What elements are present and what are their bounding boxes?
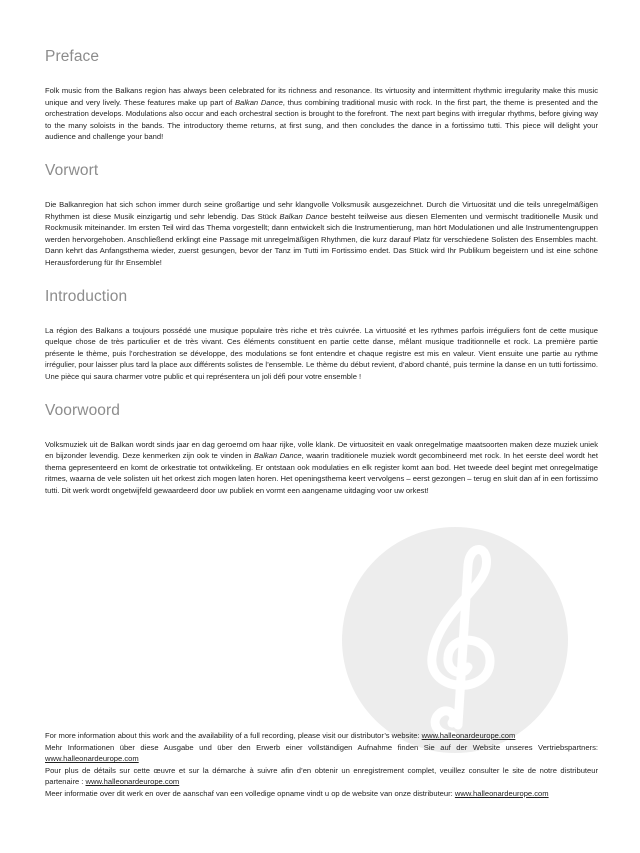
section-voorwoord — [45, 402, 598, 497]
footer-fr: Pour plus de détails sur cette œuvre et sur la démarche à suivre afin d’en obtenir un enregistrement complet, veuillez consulter le site de notre distributeur partenaire : www.halleonardeurope.com — [45, 765, 598, 787]
footer-nl: Meer informatie over dit werk en over de aanschaf van een volledige opname vindt u op de website van onze distributeur: www.halleonardeurope.com — [45, 788, 549, 798]
section-preface — [45, 48, 598, 143]
treble-clef-watermark-icon — [340, 525, 570, 755]
main-content — [45, 48, 598, 515]
section-heading: Introduction — [45, 287, 128, 305]
section-body: Die Balkanregion hat sich schon immer durch seine großartige und sehr klangvolle Volksmusik ausgezeichnet. Durch die Virtuosität und die teils unregelmäßigen Rhythmen ist diese Musik einzigartig und sehr lebendig. Das Stück Balkan Dance besteht teilweise aus diesen Elementen und vermischt traditionelle Musik und Rockmusik miteinander. Im ersten Teil wird das Thema vorgestellt; dann entwickelt sich die Instrumentierung, man hört Modulationen und alle Instrumentengruppen werden hervorgehoben. Anschließend erklingt eine Passage mit unregelmäßigen Rhythmen, die kurz darauf Platz für verschiedene Solisten des Ensembles macht. Dann kehrt das Anfangsthema wieder, zuerst gesungen, bevor der Tanz im Tutti im Fortissimo endet. Das Stück wird Ihr Publikum begeistern und ist eine schöne Herausforderung für Ihr Ensemble! — [45, 199, 598, 267]
distributor-info — [45, 730, 598, 800]
section-heading: Voorwoord — [45, 401, 121, 419]
section-body: Volksmuziek uit de Balkan wordt sinds jaar en dag geroemd om haar rijke, volle klank. De virtuositeit en vaak onregelmatige maatsoorten maken deze muziek uniek en bijzonder levendig. Deze kenmerken zijn ook te vinden in Balkan Dance, waarin traditionele muziek wordt gecombineerd met rock. In het eerste deel wordt het thema gepresenteerd en komt de orkestratie tot ontwikkeling. Er ontstaan ook modulaties en elk register komt aan bod. Het tweede deel begint met onregelmatige ritmes, waarna de vele solisten uit het orkest zich mogen laten horen. Het openingsthema keert vervolgens – eerst gezongen – terug en sluit dan af in een fortissimo tutti. Dit werk wordt ongetwijfeld gewaardeerd door uw publiek en vormt een aangename uitdaging voor uw orkest! — [45, 439, 599, 495]
section-body: La région des Balkans a toujours possédé une musique populaire très riche et très cuivrée. La virtuosité et les rythmes parfois irréguliers font de cette musique quelque chose de très particulier et de très vivant. Ces éléments constituent en partie cette danse, mêlant musique traditionnelle et rock. La première partie présente le thème, puis l’orchestration se développe, des modulations se font entendre et chaque registre est mis en valeur. Vient ensuite une partie au rythme irrégulier, pour laisser plus tard la place aux différents solistes de l’ensemble. Le thème du début revient, d’abord chanté, puis termine la danse en un tutti fortissimo. Une pièce qui saura charmer votre public et qui représentera un joli défi pour votre ensemble ! — [45, 325, 598, 381]
section-heading: Preface — [45, 48, 100, 65]
section-vorwort — [45, 162, 598, 269]
footer-de: Mehr Informationen über diese Ausgabe und über den Erwerb einer vollständigen Aufnahme finden Sie auf der Website unseres Vertriebspartners: www.halleonardeurope.com — [45, 742, 598, 764]
distributor-link[interactable]: www.halleonardeurope.com — [85, 777, 180, 787]
section-heading: Vorwort — [45, 161, 99, 179]
footer-en: For more information about this work and the availability of a full recording, please visit our distributor’s website: www.halleonardeurope.com — [45, 731, 516, 740]
distributor-link[interactable]: www.halleonardeurope.com — [421, 731, 516, 740]
distributor-link[interactable]: www.halleonardeurope.com — [454, 788, 549, 798]
section-introduction — [45, 288, 598, 383]
distributor-link[interactable]: www.halleonardeurope.com — [45, 754, 139, 764]
section-body: Folk music from the Balkans region has always been celebrated for its richness and resonance. Its virtuosity and intermittent rhythmic irregularity make this music unique and very lively. These features make up part of Balkan Dance, thus combining traditional music with rock. In the first part, the theme is presented and the orchestration develops. Modulations also occur and each orchestral section is brought to the forefront. The next part begins with irregular rhythms, before giving way to the many soloists in the bands. The introductory theme returns, at first sung, and then concludes the dance in a fortissimo tutti. This piece will delight your audience and challenge your band! — [45, 86, 599, 142]
